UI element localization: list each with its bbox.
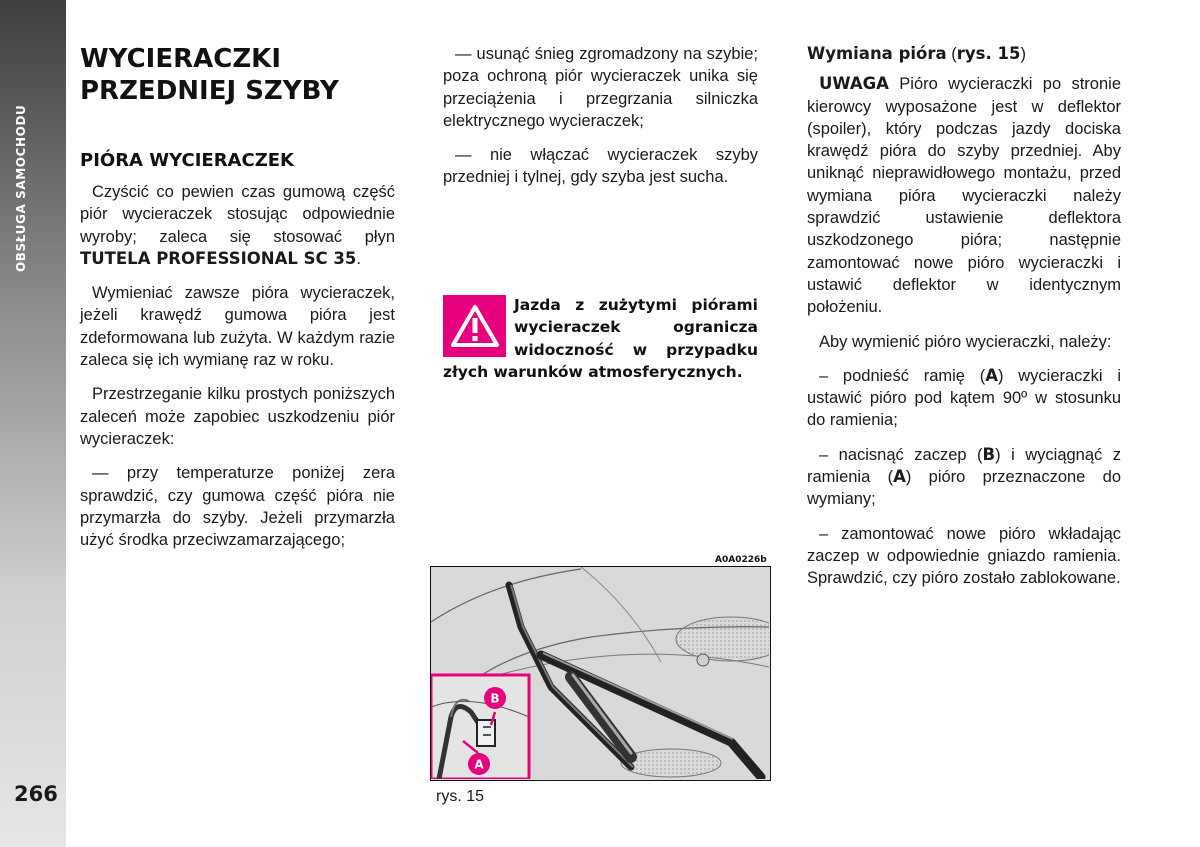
list-item-frost: — przy temperaturze poniżej zera sprawdzić, czy gumowa część pióra nie przymarzła do szyby. Jeżeli przymarzła użyć środka przeciwzamarzającego; — [80, 464, 395, 550]
paragraph-replace: Wymieniać zawsze pióra wycieraczek, jeżeli krawędź gumowa pióra jest zdeformowana lub zużyta. W każdym razie zaleca się ich wymianę raz w roku. — [80, 284, 395, 370]
step-remove-blade: – nacisnąć zaczep (B) i wyciągnąć z ramienia (A) pióro przeznaczone do wymiany; — [807, 444, 1122, 509]
section-subtitle: PIÓRA WYCIERACZEK — [80, 150, 294, 171]
section-label: OBSŁUGA SAMOCHODU — [14, 104, 28, 272]
steps-intro: Aby wymienić pióro wycieraczki, należy: — [819, 332, 1112, 351]
note-paragraph: UWAGA Pióro wycieraczki po stronie kierowcy wyposażone jest w deflektor (spoiler), który podczas jazdy dociska krawędź pióra do szyby przedniej. Aby uniknąć nieprawidłowego montażu, przed wymiana pióra wycieraczki należy sprawdzić ustawienie deflektora uszkodzonego pióra; następnie zamontować nowe pióro wycieraczki i ustawić deflektor w identycznym położeniu. — [807, 74, 1121, 317]
figure-code: A0A0226b — [715, 555, 767, 565]
side-tab-bar — [0, 0, 66, 847]
paragraph-cleaning: Czyścić co pewien czas gumową część piór wycieraczek stosując odpowiednie wyroby; zaleca się stosować płyn TUTELA PROFESSIONAL SC 35. — [80, 183, 395, 268]
figure-caption: rys. 15 — [436, 788, 485, 805]
callout-a-label: A — [474, 757, 484, 772]
page-number: 266 — [14, 782, 58, 806]
list-item-dry: — nie włączać wycieraczek szyby przedniej i tylnej, gdy szyba jest sucha. — [443, 146, 758, 187]
page-title: WYCIERACZKI PRZEDNIEJ SZYBY — [80, 44, 339, 106]
list-item-snow: — usunąć śnieg zgromadzony na szybie; poza ochroną piór wycieraczek unika się przeciążenia i przegrzania silniczka elektrycznego wycieraczek; — [443, 45, 758, 130]
step-raise-arm: – podnieść ramię (A) wycieraczki i ustawić pióro pod kątem 90º w stosunku do ramienia; — [807, 365, 1121, 430]
paragraph-advice: Przestrzeganie kilku prostych poniższych zaleceń może zapobiec uszkodzeniu piór wycieraczek: — [80, 385, 395, 448]
column-2 — [443, 43, 758, 201]
warning-text: Jazda z zużytymi piórami wycieraczek ogranicza widoczność w przypadku złych warunków atmosferycznych. — [443, 296, 758, 381]
warning-triangle-icon — [443, 295, 506, 357]
column-3 — [807, 43, 1121, 602]
warning-box — [443, 294, 758, 383]
figure-wiper-illustration — [430, 566, 771, 781]
column-1 — [80, 43, 395, 563]
callout-b-label: B — [490, 691, 500, 706]
section-heading-blade-replacement: Wymiana pióra (rys. 15) — [807, 44, 1026, 63]
step-mount-blade: – zamontować nowe pióro wkładając zaczep w odpowiednie gniazdo ramienia. Sprawdzić, czy pióro zostało zablokowane. — [807, 524, 1121, 588]
